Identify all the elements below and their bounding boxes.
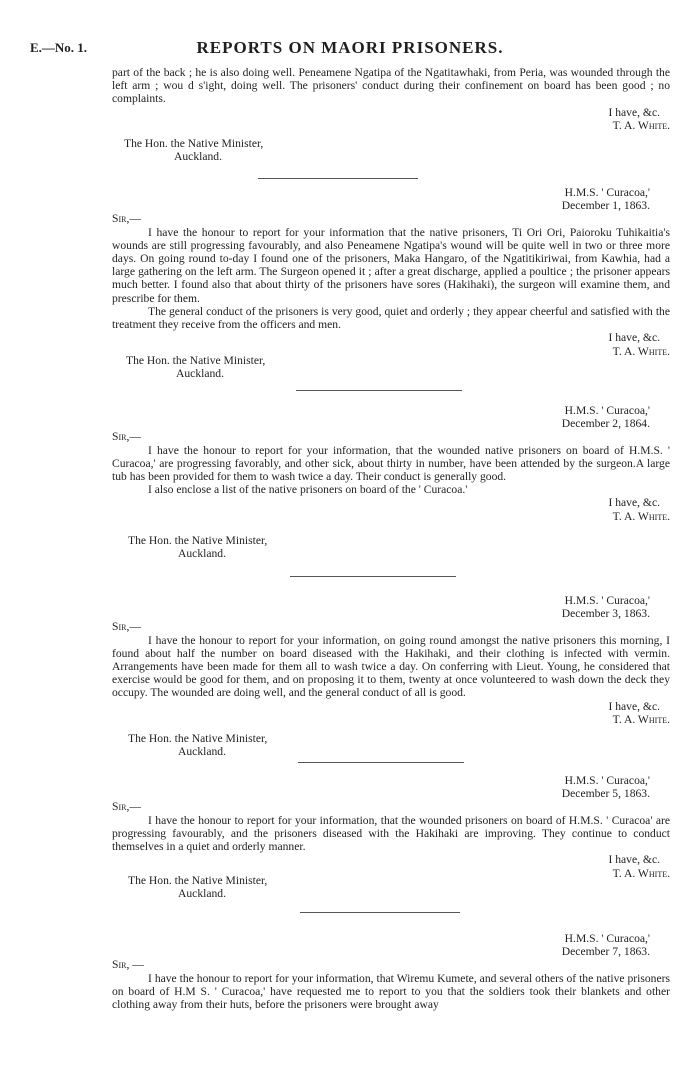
letter-dec-2 bbox=[112, 404, 670, 524]
ship-name: H.M.S. ' Curacoa,' bbox=[564, 186, 650, 199]
letter-paragraph: I have the honour to report for your information, on going round amongst the native prisoners this morning, I found about half the number on board diseased with the Hakihaki, and their clothing is infected with vermin. Arrangements have been made for them all to wash twice a day. On conferring with Lieut. Young, he considered that exercise would be good for them, and on proposing it to them, twenty at once volunteered to wash down the deck they occupy. The wounded are doing well, and the general conduct of all is good. bbox=[112, 633, 670, 700]
letter-paragraph: part of the back ; he is also doing well. Peneamene Ngatipa of the Ngatitawhaki, from Peria, was wounded through the left arm ; wou d s'ight, doing well. The prisoners' conduct during their confinement on board has been good ; no complaints. bbox=[112, 66, 670, 106]
salutation: Sir, — bbox=[112, 958, 144, 972]
signature: T. A. White. bbox=[612, 344, 670, 358]
salutation: Sir,— bbox=[112, 620, 141, 634]
letter-paragraph: I have the honour to report for your information, that Wiremu Kumete, and several others of the native prisoners on board of H.M S. ' Curacoa,' have requested me to report to you that the soldiers took their blankets and other clothing away from their huts, before the prisoners were brought away bbox=[112, 971, 670, 1012]
addressee-block bbox=[128, 534, 686, 560]
letter-continuation bbox=[112, 66, 670, 133]
addressee-city: Auckland. bbox=[176, 367, 224, 381]
addressee-city: Auckland. bbox=[178, 547, 226, 561]
letter-paragraph: I also enclose a list of the native prisoners on board of the ' Curacoa.' bbox=[148, 483, 468, 497]
addressee: The Hon. the Native Minister, bbox=[128, 874, 268, 887]
divider-rule bbox=[296, 390, 462, 391]
letter-paragraph: I have the honour to report for your information that the native prisoners, Ti Ori Ori, Paioroku Tuhikaitia's wounds are still progressing favourably, and also Peneamene Ngatipa's wound will be quite well in two or three more days. On going round to-day I found one of the prisoners, Maka Hangaro, of the Ngatitikiriwai, from Kawhia, had a large gathering on the left arm. The Surgeon opened it ; after a great discharge, applied a poultice ; the prisoner appears much better. I found also that about thirty of the prisoners have sores (Hakihaki), the surgeon will examine them, and prescribe for them. bbox=[112, 225, 670, 305]
addressee: The Hon. the Native Minister, bbox=[126, 354, 266, 367]
salutation: Sir,— bbox=[112, 212, 141, 226]
letter-date: December 1, 1863. bbox=[561, 199, 650, 213]
page-header bbox=[30, 38, 670, 58]
letter-dec-1 bbox=[112, 186, 670, 358]
addressee: The Hon. the Native Minister, bbox=[128, 534, 268, 547]
letter-date: December 3, 1863. bbox=[561, 607, 650, 621]
ship-name: H.M.S. ' Curacoa,' bbox=[564, 932, 650, 945]
closing: I have, &c. bbox=[608, 105, 660, 119]
addressee-city: Auckland. bbox=[178, 745, 226, 759]
signature: T. A. White. bbox=[612, 510, 670, 524]
closing: I have, &c. bbox=[608, 699, 660, 713]
closing: I have, &c. bbox=[608, 496, 660, 510]
ship-name: H.M.S. ' Curacoa,' bbox=[564, 774, 650, 787]
signature: T. A. White. bbox=[612, 866, 670, 880]
letter-paragraph: I have the honour to report for your information, that the wounded native prisoners on board of H.M.S. ' Curacoa,' are progressing favorably, and other sick, about thirty in number, have been attended by the surgeon.A large tub has been provided for them to wash twice a day. Their conduct is generally good. bbox=[112, 443, 670, 484]
document-reference: E.—No. 1. bbox=[30, 40, 88, 55]
addressee: The Hon. the Native Minister, bbox=[128, 732, 268, 745]
letter-dec-3 bbox=[112, 594, 670, 727]
page-title: REPORTS ON MAORI PRISONERS. bbox=[196, 38, 504, 57]
addressee-city: Auckland. bbox=[178, 887, 226, 901]
divider-rule bbox=[298, 762, 464, 763]
letter-paragraph: The general conduct of the prisoners is very good, quiet and orderly ; they appear cheerful and satisfied with the treatment they receive from the officers and men. bbox=[112, 304, 670, 332]
signature: T. A. White. bbox=[612, 713, 670, 727]
signature: T. A. White. bbox=[612, 119, 670, 133]
addressee-block bbox=[126, 354, 684, 380]
letter-date: December 5, 1863. bbox=[561, 787, 650, 801]
addressee-block bbox=[128, 874, 686, 900]
divider-rule bbox=[290, 576, 456, 577]
ship-name: H.M.S. ' Curacoa,' bbox=[564, 594, 650, 607]
addressee-block bbox=[128, 732, 686, 758]
divider-rule bbox=[300, 912, 460, 913]
salutation: Sir,— bbox=[112, 430, 141, 444]
divider-rule bbox=[258, 178, 418, 179]
addressee-block bbox=[124, 137, 682, 163]
addressee-city: Auckland. bbox=[174, 150, 222, 164]
letter-paragraph: I have the honour to report for your information, that the wounded prisoners on board of H.M.S. ' Curacoa' are progressing favourably, and the prisoners diseased with the Hakihaki are improving. They continue to conduct themselves in a quiet and orderly manner. bbox=[112, 813, 670, 854]
salutation: Sir,— bbox=[112, 800, 141, 814]
letter-dec-5 bbox=[112, 774, 670, 880]
ship-name: H.M.S. ' Curacoa,' bbox=[564, 404, 650, 417]
addressee: The Hon. the Native Minister, bbox=[124, 137, 264, 150]
closing: I have, &c. bbox=[608, 853, 660, 867]
letter-date: December 7, 1863. bbox=[561, 945, 650, 959]
letter-dec-7 bbox=[112, 932, 670, 1011]
closing: I have, &c. bbox=[608, 331, 660, 345]
letter-date: December 2, 1864. bbox=[561, 417, 650, 431]
